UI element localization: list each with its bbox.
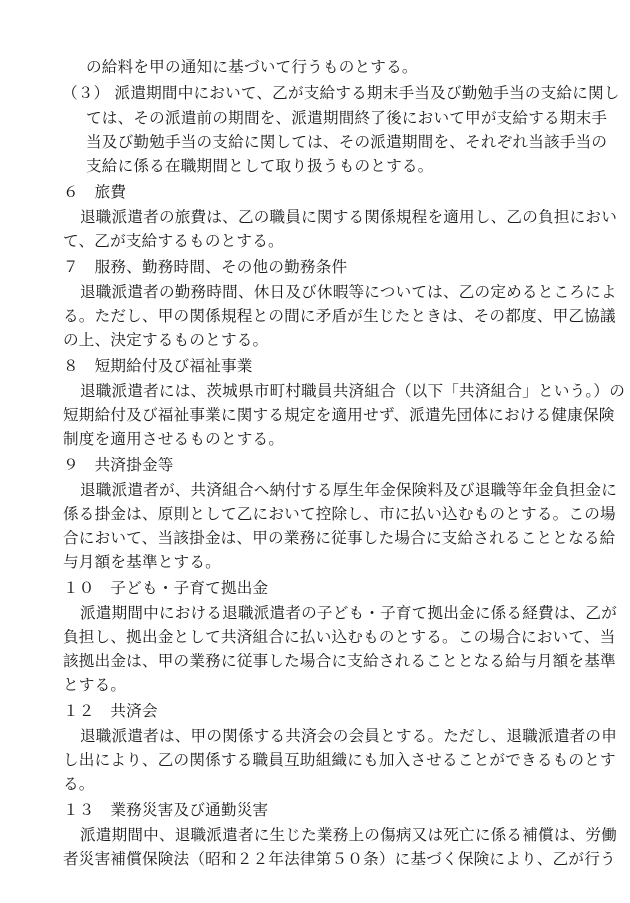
paragraph-line: 支給に係る在職期間として取り扱うものとする。 [86, 157, 434, 175]
paragraph-line: る。ただし、甲の関係規程との間に矛盾が生じたときは、その都度、甲乙協議 [63, 307, 616, 325]
paragraph-line: て、乙が支給するものとする。 [63, 232, 284, 250]
paragraph-line: 退職派遣者の旅費は、乙の職員に関する関係規程を適用し、乙の負担におい [80, 208, 617, 226]
section-heading-service: ７ 服務、勤務時間、その他の勤務条件 [63, 258, 348, 276]
paragraph-line: 負担し、拠出金として共済組合に払い込むものとする。この場合において、当 [63, 628, 616, 646]
clause-3-line: （３） 派遣期間中において、乙が支給する期末手当及び勤勉手当の支給に関し [62, 84, 620, 102]
section-heading-mutual-aid-society: １２ 共済会 [63, 702, 158, 720]
paragraph-line: 退職派遣者が、共済組合へ納付する厚生年金保険料及び退職等年金負担金に [80, 481, 617, 499]
paragraph-line: 短期給付及び福祉事業に関する規定を適用せず、派遣先団体における健康保険 [63, 406, 615, 424]
paragraph-line: 当及び勤勉手当の支給に関しては、その派遣期間を、それぞれ当該手当の [86, 133, 608, 151]
paragraph-line: 該拠出金は、甲の業務に従事した場合に支給されることとなる給与月額を基準 [63, 652, 616, 670]
paragraph-line: とする。 [63, 676, 127, 694]
paragraph-line: 合において、当該掛金は、甲の業務に従事した場合に支給されることとなる給 [63, 529, 616, 547]
paragraph-line: ては、その派遣前の期間を、派遣期間終了後において甲が支給する期末手 [86, 109, 608, 127]
paragraph-line: 退職派遣者は、甲の関係する共済会の会員とする。ただし、退職派遣者の申 [80, 727, 617, 745]
paragraph-line: 退職派遣者には、茨城県市町村職員共済組合（以下「共済組合」という。）の [80, 382, 625, 400]
paragraph-line: の給料を甲の通知に基づいて行うものとする。 [86, 58, 418, 76]
paragraph-line: し出により、乙の関係する職員互助組織にも加入させることができるものとす [63, 751, 616, 769]
paragraph-line: 制度を適用させるものとする。 [63, 430, 285, 448]
section-heading-short-term-benefits: ８ 短期給付及び福祉事業 [63, 357, 253, 375]
paragraph-line: 者災害補償保険法（昭和２２年法律第５０条）に基づく保険により、乙が行う [63, 850, 616, 868]
paragraph-line: 派遣期間中における退職派遣者の子ども・子育て拠出金に係る経費は、乙が [80, 604, 617, 622]
section-heading-child-support: １０ 子ども・子育て拠出金 [63, 579, 269, 597]
section-heading-work-accident: １３ 業務災害及び通勤災害 [63, 801, 269, 819]
paragraph-line: 与月額を基準とする。 [63, 553, 221, 571]
paragraph-line: 派遣期間中、退職派遣者に生じた業務上の傷病又は死亡に係る補償は、労働 [80, 826, 617, 844]
paragraph-line: 退職派遣者の勤務時間、休日及び休暇等については、乙の定めるところによ [80, 283, 617, 301]
section-heading-travel: ６ 旅費 [63, 183, 127, 201]
section-heading-mutual-aid-contribution: ９ 共済掛金等 [63, 456, 174, 474]
paragraph-line: る。 [63, 775, 95, 793]
paragraph-line: 係る掛金は、原則として乙において控除し、市に払い込むものとする。この場 [63, 505, 616, 523]
paragraph-line: の上、決定するものとする。 [63, 331, 269, 349]
